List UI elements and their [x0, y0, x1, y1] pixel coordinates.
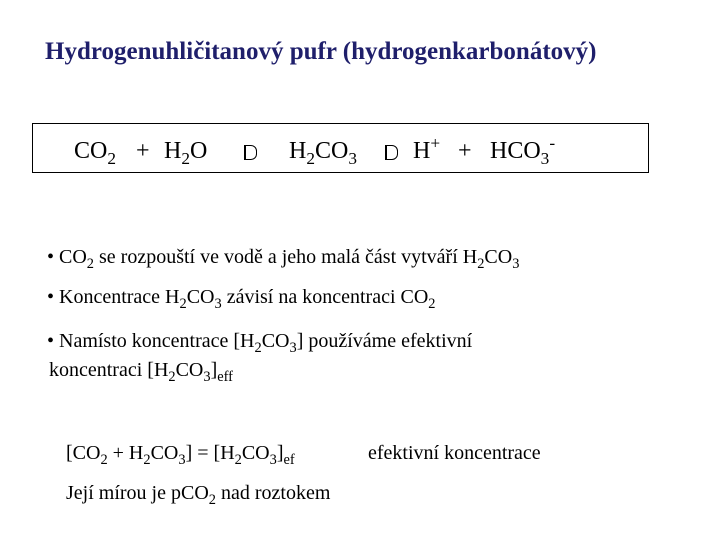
equation-co2: $CO_2$ [74, 138, 116, 169]
page-title: Hydrogenuhličitanový pufr (hydrogenkarbonátový) [45, 38, 597, 65]
equation-plus-1: + [136, 138, 150, 164]
effective-label: efektivní koncentrace [368, 442, 541, 464]
equation-hco3: $HCO_3^-$ [490, 133, 556, 169]
equation-plus-2: + [458, 138, 472, 164]
measure-text: Její mírou je pCO$_2$ nad roztokem [66, 482, 331, 509]
bullet-item-continuation: koncentraci $[H_2CO_3]_{eff}$ [49, 359, 233, 386]
bullet-item: • Koncentrace $H_2CO_3$ závisí na koncentraci $CO_2$ [47, 286, 436, 313]
equilibrium-arrow-icon [385, 145, 398, 165]
bullet-item: • $CO_2$ se rozpouští ve vodě a jeho malá část vytváří $H_2CO_3$ [47, 246, 520, 273]
bullet-item: • Namísto koncentrace $[H_2CO_3]$ používáme efektivní [47, 330, 473, 357]
equilibrium-arrow-icon [244, 145, 257, 165]
equation-h2co3: $H_2CO_3$ [289, 138, 357, 169]
equation-hplus: H+ [413, 133, 441, 164]
effective-formula: $[CO_2 + H_2CO_3] = [H_2CO_3]_{ef}$ [66, 442, 295, 469]
equation-h2o: $H_2O$ [164, 138, 208, 169]
